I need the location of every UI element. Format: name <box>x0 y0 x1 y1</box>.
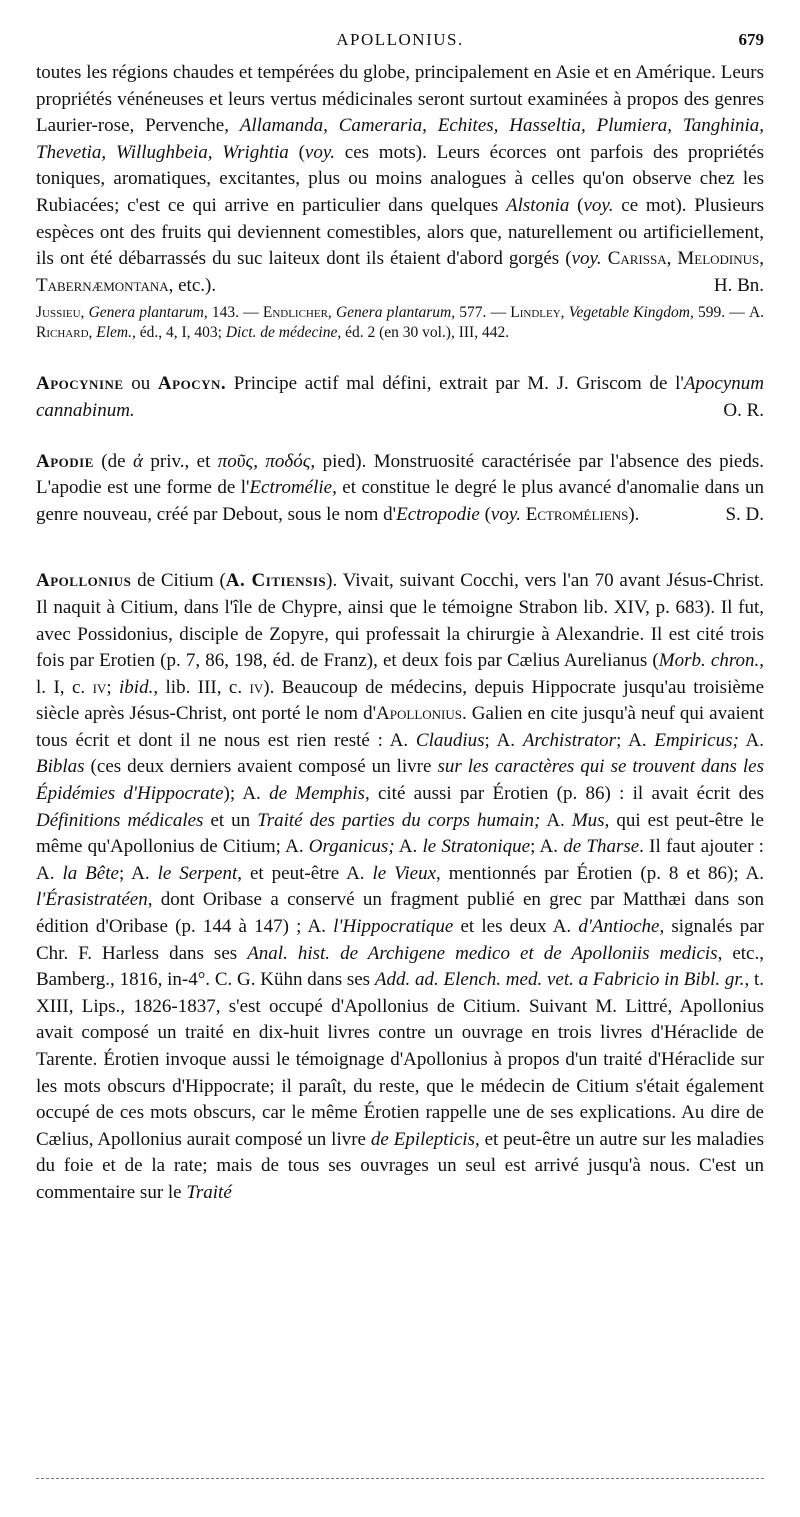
page-title: APOLLONIUS. <box>336 30 464 49</box>
bibliography: Jussieu, Genera plantarum, 143. — Endlicher, Genera plantarum, 577. — Lindley, Vegetable Kingdom, 599. — A. Richard, Elem., éd., 4, I, 403; Dict. de médecine, éd. 2 (en 30 vol.), III, 442. <box>36 304 765 342</box>
entry-headword: Apocynine <box>36 373 124 395</box>
author-signature: H. Bn. <box>713 274 764 296</box>
footer-divider <box>36 1478 764 1479</box>
cross-reference: Ectroméliens <box>525 503 629 525</box>
entry-apollonius: Apollonius de Citium (A. Citiensis). Vivait, suivant Cocchi, vers l'an 70 avant Jésus-Christ. Il naquit à Citium, dans l'île de Chypre, ainsi que le témoigne Strabon lib. XIV, p. 683). Il fut, avec Possidonius, disciple de Zopyre, qui professait la chirurgie à Alexandrie. Il est cité trois fois par Erotien (p. 7, 86, 198, éd. de Franz), et deux fois par Cælius Aurelianus (Morb. chron., l. I, c. iv; ibid., lib. III, c. iv). Beaucoup de médecins, depuis Hippocrate jusqu'au troisième siècle après Jésus-Christ, ont porté le nom d'Apollonius. Galien en cite jusqu'à neuf qui avaient tous écrit et dont il ne nous est rien resté : A. Claudius; A. Archistrator; A. Empiricus; A. Biblas (ces deux derniers avaient composé un livre sur les caractères qui se trouvent dans les Épidémies d'Hippocrate); A. de Memphis, cité aussi par Érotien (p. 86) : il avait écrit des Définitions médicales et un Traité des parties du corps humain; A. Mus, qui est peut-être le même qu'Apollonius de Citium; A. Organicus; A. le Stratonique; A. de Tharse. Il faut ajouter : A. la Bête; A. le Serpent, et peut-être A. le Vieux, mentionnés par Érotien (p. 8 et 86); A. l'Érasistratéen, dont Oribase a conservé un fragment publié en grec par Matthæi dans son édition d'Oribase (p. 144 à 147) ; A. l'Hippocratique et les deux A. d'Antioche, signalés par Chr. F. Harless dans ses Anal. hist. de Archigene medico et de Apolloniis medicis, etc., Bamberg., 1816, in-4°. C. G. Kühn dans ses Add. ad. Elench. med. vet. a Fabricio in Bibl. gr., t. XIII, Lips., 1826-1837, s'est occupé d'Apollonius de Citium. Suivant M. Littré, Apollonius avait composé un traité en dix-huit livres contre un ouvrage en trois livres d'Héraclide de Tarente. Érotien invoque aussi le témoignage d'Apollonius à propos d'un traité d'Héraclide sur les mots obscurs d'Hippocrate; il paraît, du reste, que le médecin de Citium s'était également occupé de ces mots obscurs, car le même Érotien rappelle une de ses explications. Au dire de Cælius, Apollonius aurait composé un livre de Epilepticis, et peut-être un autre sur les maladies du foie et de la rate; mais de tous ses ouvrages un seul est arrivé jusqu'à nous. C'est un commentaire sur le Traité <box>36 570 765 1203</box>
entry-headword-variant: Apocyn. <box>157 373 227 395</box>
author-signature: S. D. <box>725 503 764 525</box>
entry-headword: Apollonius <box>36 570 132 592</box>
entry-headword: Apodie <box>36 450 94 472</box>
entry-apocynees-body: toutes les régions chaudes et tempérées du globe, principalement en Asie et en Amérique. Leurs propriétés vénéneuses et leurs vertus médicinales seront surtout examinées à propos des genres Laurier-rose, Pervenche, Allamanda, Cameraria, Echites, Hasseltia, Plumiera, Tanghinia, Thevetia, Willughbeia, Wrightia (voy. ces mots). Leurs écorces ont parfois des propriétés toniques, aromatiques, excitantes, plus ou moins analogues à celles qu'on observe chez les Rubiacées; c'est ce qui arrive en particulier dans quelques Alstonia (voy. ce mot). Plusieurs espèces ont des fruits qui deviennent comestibles, alors que, naturellement ou artificiellement, ils ont été débarrassés du suc laiteux dont ils étaient d'abord gorgés (voy. Carissa, Melodinus, Tabernæmontana, etc.). H. Bn. <box>36 60 764 299</box>
running-header <box>36 30 764 60</box>
cross-reference: Carissa, Melodinus, Tabernæmontana, <box>36 248 765 296</box>
entry-apocynine: Apocynine ou Apocyn. Principe actif mal défini, extrait par M. J. Griscom de l'Apocynum cannabinum. O. R. <box>36 371 764 424</box>
entry-headword-variant: A. Citiensis <box>225 570 327 592</box>
entry-apodie: Apodie (de ἀ priv., et ποῦς, ποδός, pied). Monstruosité caractérisée par l'absence des pieds. L'apodie est une forme de l'Ectromélie, et constitue le degré le plus avancé d'anomalie dans un genre nouveau, créé par Debout, sous le nom d'Ectropodie (voy. Ectroméliens). S. D. <box>36 449 764 529</box>
page-number: 679 <box>738 30 764 49</box>
author-signature: O. R. <box>723 399 764 421</box>
entry-apocynees-continued <box>36 60 764 343</box>
